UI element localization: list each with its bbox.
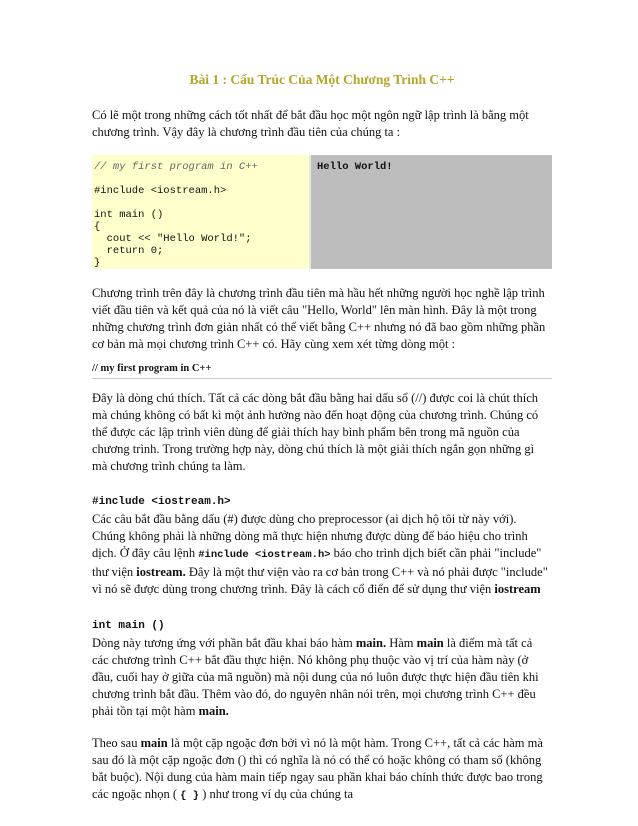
include-text: Đây là một thư viện vào ra cơ bản trong C++ và nó phải được "include" vì nó sẽ được dùng trong chương trình. Đây là cách cổ điển để sử dụng thư viện [92,565,548,596]
code-line [94,197,309,209]
divider [92,378,552,379]
main-text: là điểm mà tất cả các chương trình C++ bắt đầu thực hiện. Nó không phụ thuộc vào vị trí của hàm này (ở đầu, cuối hay ở giữa của mã nguồn) mà nội dung của nó luôn được thực hiện đầu tiên khi chương trình bắt đầu. Thêm vào đó, do nguyên nhân nói trên, mọi chương trình C++ đều phải tồn tại một hàm [92,636,539,718]
code-line: return 0; [94,245,164,257]
comment-explanation: Đây là dòng chú thích. Tất cả các dòng bắt đầu bằng hai dấu sổ (//) được coi là chút thích mà chúng không có bất kì một ảnh hưởng nào đến hoạt động của chương trình. Chúng có thể được các lập trình viên dùng để giải thích hay bình phẩm bên trong mã nguồn của chương trình. Trong trường hợp này, dòng chú thích là một giải thích ngắn gọn những gì mà chương trình chúng ta làm. [92,391,539,473]
parentheses-paragraph [92,735,552,805]
section-heading-main: int main () [92,620,165,632]
code-line: } [94,257,101,269]
main-section [92,616,552,720]
include-section [92,492,552,598]
library-name: iostream. [136,565,186,579]
code-line: { [94,221,101,233]
include-text: báo cho trình dịch biết cần phải "include" thư viện [92,546,542,579]
parentheses-text: là một cặp ngoặc đơn bởi vì nó là một hàm. Trong C++, tất cả các hàm mà sau đó là một cặp ngoặc đơn () thì có nghĩa là nó có thể có hoặc không có tham số (không bắt buộc). Nội dung của hàm main tiếp ngay sau phần khai báo chính thức được bao trong các ngoặc nhọn ( [92,736,543,801]
code-example-table [92,155,552,269]
program-output: Hello World! [317,161,393,173]
document-page [92,72,552,805]
code-line [94,173,309,185]
code-line: #include <iostream.h> [94,185,227,197]
code-line: cout << "Hello World!"; [94,233,252,245]
intro-paragraph: Có lẽ một trong những cách tốt nhất để bắt đầu học một ngôn ngữ lập trình là bằng một chương trình. Vậy đây là chương trình đầu tiên của chúng ta : [92,108,529,139]
lesson-title: Bài 1 : Cấu Trúc Của Một Chương Trình C++ [189,72,455,87]
function-name: main. [355,636,387,650]
main-text: Hàm [386,636,417,650]
code-line: int main () [94,209,164,221]
code-line: // my first program in C++ [94,161,258,173]
parentheses-text: Theo sau [92,736,141,750]
main-text: Dòng này tương ứng với phần bắt đầu khai báo hàm [92,636,356,650]
source-code-cell [92,155,310,269]
section-heading-comment: // my first program in C++ [92,363,212,374]
inline-code: #include <iostream.h> [198,549,331,561]
include-text: Các câu bắt đầu bằng dấu (#) được dùng cho preprocessor (ai dịch hộ tôi từ này với). Chúng không phải là những dòng mã thực hiện nhưng được dùng để báo hiệu cho trình dịch. Ở đây câu lệnh [92,512,528,560]
function-name: main [416,636,444,650]
library-name: iostream [494,582,541,596]
inline-code: { } [180,790,200,802]
function-name: main [140,736,168,750]
parentheses-text: ) như trong ví dụ của chúng ta [199,787,354,801]
section-heading-include: #include <iostream.h> [92,496,231,508]
function-name: main. [198,704,229,718]
explanation-paragraph: Chương trình trên đây là chương trình đầu tiên mà hầu hết những người học nghề lập trình viết đầu tiên và kết quả của nó là viết câu "Hello, World" lên màn hình. Đây là một trong những chương trình đơn giản nhất có thể viết bằng C++ nhưng nó đã bao gồm những phần cơ bản mà mọi chương trình C++ có. Hãy cùng xem xét từng dòng một : [92,286,546,351]
program-output-cell [310,155,552,269]
